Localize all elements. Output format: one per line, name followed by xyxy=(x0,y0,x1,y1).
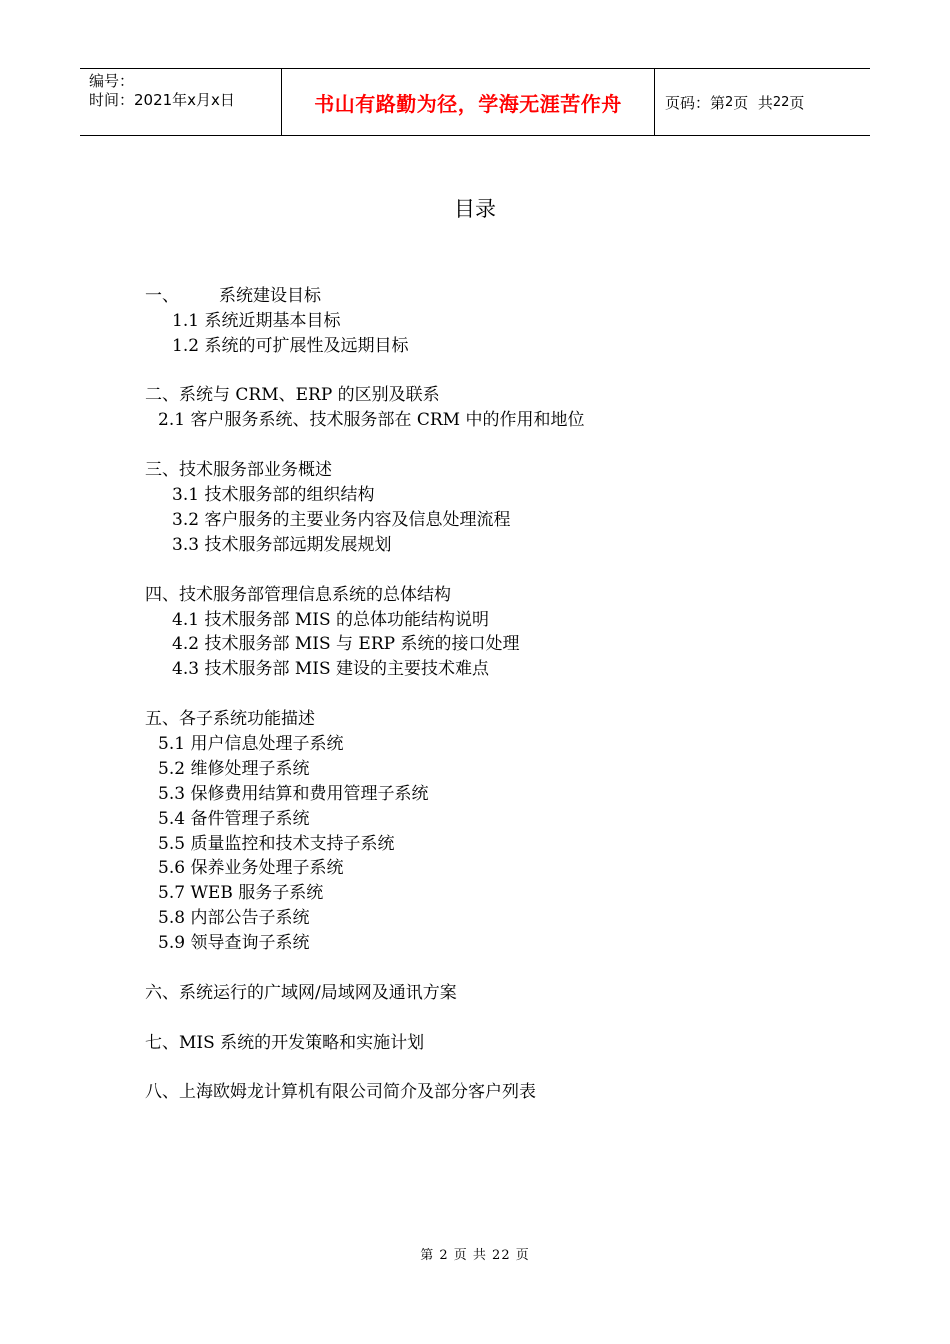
page-label-prefix: 页码：第 xyxy=(665,93,726,112)
toc-section-1-text: 系统建设目标 xyxy=(219,286,321,306)
toc-item-5-5[interactable]: 5.5 质量监控和技术支持子系统 xyxy=(158,834,395,854)
toc-item-1-2[interactable]: 1.2 系统的可扩展性及远期目标 xyxy=(172,336,409,356)
toc-item-5-9[interactable]: 5.9 领导查询子系统 xyxy=(158,933,310,953)
toc-item-5-7[interactable]: 5.7 WEB 服务子系统 xyxy=(158,883,324,903)
toc-section-6[interactable]: 六、系统运行的广域网/局域网及通讯方案 xyxy=(145,983,457,1003)
toc-item-4-2[interactable]: 4.2 技术服务部 MIS 与 ERP 系统的接口处理 xyxy=(172,634,520,654)
toc-item-4-1[interactable]: 4.1 技术服务部 MIS 的总体功能结构说明 xyxy=(172,610,490,630)
toc-item-5-1[interactable]: 5.1 用户信息处理子系统 xyxy=(158,734,344,754)
page-header xyxy=(80,68,870,136)
time-label: 时间：2021年x月x日 xyxy=(89,91,235,109)
page-label-mid: 页 共 xyxy=(733,93,773,112)
header-meta-cell xyxy=(80,69,282,135)
toc-item-5-8[interactable]: 5.8 内部公告子系统 xyxy=(158,908,310,928)
toc-section-3[interactable]: 三、技术服务部业务概述 xyxy=(145,460,332,480)
toc-item-1-1[interactable]: 1.1 系统近期基本目标 xyxy=(172,311,341,331)
code-label: 编号： xyxy=(89,72,135,90)
toc-section-2[interactable]: 二、系统与 CRM、ERP 的区别及联系 xyxy=(145,385,440,405)
toc-item-5-6[interactable]: 5.6 保养业务处理子系统 xyxy=(158,858,344,878)
toc-item-2-1[interactable]: 2.1 客户服务系统、技术服务部在 CRM 中的作用和地位 xyxy=(158,410,585,430)
toc-item-5-4[interactable]: 5.4 备件管理子系统 xyxy=(158,809,310,829)
page-label-suffix: 页 xyxy=(789,93,805,112)
header-motto-cell xyxy=(282,69,655,135)
toc-section-5[interactable]: 五、各子系统功能描述 xyxy=(145,709,315,729)
toc-item-3-1[interactable]: 3.1 技术服务部的组织结构 xyxy=(172,485,375,505)
page-footer: 第 2 页 共 22 页 xyxy=(420,1248,530,1263)
toc-item-3-3[interactable]: 3.3 技术服务部远期发展规划 xyxy=(172,535,392,555)
toc-item-5-2[interactable]: 5.2 维修处理子系统 xyxy=(158,759,310,779)
toc-item-5-3[interactable]: 5.3 保修费用结算和费用管理子系统 xyxy=(158,784,429,804)
page-current: 2 xyxy=(725,94,734,110)
toc-section-8[interactable]: 八、上海欧姆龙计算机有限公司简介及部分客户列表 xyxy=(145,1082,536,1102)
page-total: 22 xyxy=(772,94,790,110)
toc-section-1[interactable] xyxy=(145,285,321,307)
toc-section-1-number: 一、 xyxy=(145,286,179,306)
page-title: 目录 xyxy=(454,197,496,221)
toc-section-4[interactable]: 四、技术服务部管理信息系统的总体结构 xyxy=(145,585,451,605)
toc-item-4-3[interactable]: 4.3 技术服务部 MIS 建设的主要技术难点 xyxy=(172,659,490,679)
motto-text: 书山有路勤为径，学海无涯苦作舟 xyxy=(314,91,622,116)
toc-item-3-2[interactable]: 3.2 客户服务的主要业务内容及信息处理流程 xyxy=(172,510,511,530)
header-page-cell xyxy=(655,69,870,135)
toc-section-7[interactable]: 七、MIS 系统的开发策略和实施计划 xyxy=(145,1033,425,1053)
